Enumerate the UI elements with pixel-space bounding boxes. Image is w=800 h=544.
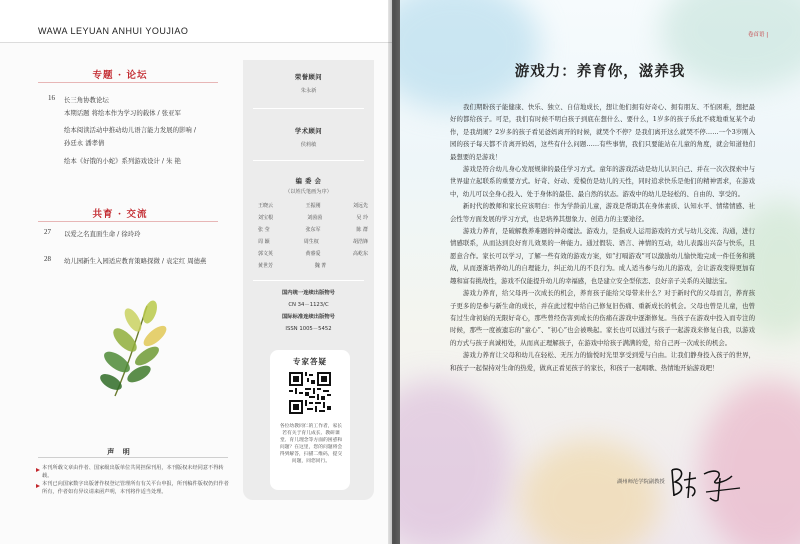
notice-title: 声 明 (107, 447, 133, 456)
watercolor-leaf-illustration (95, 298, 170, 398)
notice-divider (38, 457, 228, 458)
editorial-board-list (258, 200, 368, 272)
academic-advisor-label: 学术顾问 (294, 128, 323, 135)
toc-entry-line: 孙廷永 潘孝倩 (64, 139, 105, 147)
board-row (258, 212, 368, 224)
watercolor-wash (520, 440, 660, 544)
board-member: 陈 群 (356, 227, 368, 233)
article-paragraph: 游戏是符合幼儿身心发展规律的最佳学习方式。童年的游戏活动是幼儿认识自己、并在一次次探索中与世界建立起联系的重要方式。好奇、好动、爱模仿是幼儿的天性，同时追求快乐是他们的精神需求，在游戏中，幼儿可以全身心投入、处于身体的最佳、最自然的状态。游戏中的幼儿是轻松的、自由的、享受的。 (450, 165, 755, 198)
handwritten-signature (666, 462, 744, 502)
board-member: 郭文英 (258, 251, 274, 257)
board-member: 王振刚 (305, 203, 321, 209)
expert-qa-title: 专家答疑 (293, 357, 327, 366)
sidebar-divider (253, 280, 364, 281)
board-member: 高屹东 (352, 251, 368, 257)
board-row (258, 260, 368, 272)
board-member: 魏 菁 (314, 263, 327, 269)
board-row (258, 236, 368, 248)
board-member: 胡浩锋 (352, 239, 368, 245)
cn-number-label: 国内统一连续出版物号 (282, 290, 335, 296)
academic-advisor-name: 侯莉敏 (300, 142, 317, 148)
article-title: 游戏力：养育你，滋养我 (514, 63, 686, 80)
board-member: 张东军 (305, 227, 321, 233)
toc-page-number: 27 (44, 228, 51, 236)
toc-entry-line: 长三角协教论坛 (64, 96, 109, 104)
board-row (258, 224, 368, 236)
sidebar-divider (253, 160, 364, 161)
board-row (258, 200, 368, 212)
article-paragraph: 游戏力养育让父母和幼儿在轻松、无压力的愉悦时光里享受到爱与自由。让我们静身投入孩子的世界，和孩子一起保持对生命的热爱，做真正看见孩子的家长，和孩子一起唱歌、热情地开始游戏吧！ (450, 351, 755, 372)
notice-item: 本刊所载文章由作者、国家级出版单位共同担保刊用，本刊版权未经同意不得转载。 (42, 465, 224, 479)
article-paragraph: 新时代的教师和家长应该明白：作为学龄前儿童，游戏是帮助其在身体素质、认知水平、情绪情感、社会性等方面发展的学习方式，也是培养其想象力、创造力的主要途径。 (450, 202, 755, 223)
editorial-board-subtitle: （以姓氏笔画为序） (285, 189, 332, 195)
notice-item: 本刊已向国家数字出版著作权登记管理所有有关平台申报，所刊稿件版权仍归作者所有，作者如有异议请来函声明，本刊将作适当处理。 (42, 481, 229, 495)
article-paragraph: 游戏力养育，是破解教养难题的神奇魔法。游戏力，是指成人运用游戏的方式与幼儿交流、沟通，进行情感联系，从而达到良好育儿效果的一种能力。通过假装、语言、神情的互动，幼儿表露出兴奋与快乐，且愿意合作。家长可以学习，了解一些有效的游戏方案，如“打嗝游戏”可以激励幼儿愉快地完成一件任务和挑战，从而逐渐培养幼儿的自理能力，纠正幼儿的不良行为。成人适当参与幼儿的游戏，会让游戏变得更加有趣和富有挑战性，游戏不仅能提升幼儿的幸福感，也是建立安全型依恋、良好亲子关系的关键法宝。 (450, 227, 755, 285)
toc-entry-line: 本期话题 将绘本作为学习的载体 / 张亚军 (64, 109, 181, 117)
article-body (450, 101, 755, 374)
toc-entry-line: 绘本阅读活动中推动幼儿语言能力发展的影响 / (64, 126, 196, 134)
editorial-page (400, 0, 800, 544)
article-paragraph: 游戏力养育，给父母再一次成长的机会，养育孩子能给父母带来什么？对于新时代的父母而言，养育孩子更多的是参与新生命的成长，并在此过程中给自己修复旧伤痛、重新成长的机会。父母也曾是儿童，也曾有过生命初始的无限好奇心，那些曾经伤害到成长的伤痛在游戏中逐渐修复。当孩子在游戏中投入而专注的时候，那些一度被遗忘的“童心”、“初心”也会被唤起。家长也可以通过与孩子一起游戏来修复自我，以游戏的方式与孩子真诚相处，从而真正理解孩子，在游戏中给孩子满满的爱，给自己再一次成长的机会。 (450, 289, 755, 347)
board-member: 刘远先 (352, 203, 368, 209)
toc-page-number: 28 (44, 255, 51, 263)
board-member: 刘茵茵 (307, 215, 323, 221)
board-member: 王晓云 (258, 203, 274, 209)
board-row (258, 248, 368, 260)
section-title-topic: 专题 · 论坛 (92, 70, 148, 81)
section-divider (38, 82, 218, 83)
honorary-advisor-name: 朱永新 (300, 88, 317, 94)
honorary-advisor-label: 荣誉顾问 (294, 74, 323, 81)
column-tag: 卷首语 | (748, 32, 769, 38)
article-paragraph: 我们期盼孩子能健康、快乐、独立、自信地成长，想让他们拥有好奇心、拥有朋友、不怕困难，想把最好的都给孩子。可是，我们有时候不明白孩子到底在想什么、要什么，1岁多的孩子乐此不疲地重复某个动作，是我胡闹？2岁多的孩子看见爸妈离开的时候，就哭个不停？是我们离开这么就哭不停……一个3岁刚入园的孩子每天都不肯离开妈妈，这些有什么问题……有些事情，我们只要能站在儿童的角度，就会知道他们最想要的是游戏！ (450, 103, 755, 161)
editorial-board-label: 编 委 会 (295, 178, 322, 185)
watercolor-wash (400, 0, 540, 110)
section-title-coedu: 共育 · 交流 (92, 209, 148, 220)
sidebar-divider (253, 108, 364, 109)
arrow-bullet-icon (36, 484, 40, 488)
expert-qa-card (270, 350, 350, 490)
toc-entry-line: 幼儿园新生入园适应教育策略探微 / 袁定红 周德燕 (64, 257, 207, 265)
board-member: 吴 玲 (356, 215, 368, 221)
author-affiliation: 湖州师范学院副教授 (617, 479, 665, 485)
masthead-sidebar (243, 60, 374, 500)
board-member: 周生权 (303, 239, 319, 245)
watercolor-wash (400, 380, 510, 544)
toc-entry-line: 绘本《好饿的小蛇》系列游戏设计 / 朱 艳 (64, 157, 181, 165)
arrow-bullet-icon (36, 468, 40, 472)
expert-qa-description: 各位幼教同仁的工作者，家长若有关于育儿成长、教研课堂、育儿理念等方面的困惑和问题？在这里，您的问题将会得到解答，扫描二维码，提交问题，同您同行。 (279, 424, 343, 464)
board-member: 黄睿爱 (305, 251, 321, 257)
section-divider (38, 221, 218, 222)
journal-header (0, 0, 392, 43)
qr-code-icon[interactable] (289, 372, 331, 414)
journal-name: WAWA LEYUAN ANHUI YOUJIAO (38, 26, 189, 36)
board-member: 刘宝根 (258, 215, 274, 221)
issn-label: 国际标准连续出版物号 (282, 314, 335, 320)
board-member: 张 莹 (258, 227, 270, 233)
contents-page (0, 0, 392, 544)
issn-value: ISSN 1005－5452 (285, 326, 332, 332)
toc-entry-line: 以爱之名直面生命 / 徐玲玲 (64, 230, 141, 238)
cn-number-value: CN 34－1123/C (288, 302, 329, 308)
board-member: 黄世芳 (258, 263, 274, 269)
board-member: 周 颖 (258, 239, 270, 245)
toc-page-number: 16 (48, 94, 55, 102)
